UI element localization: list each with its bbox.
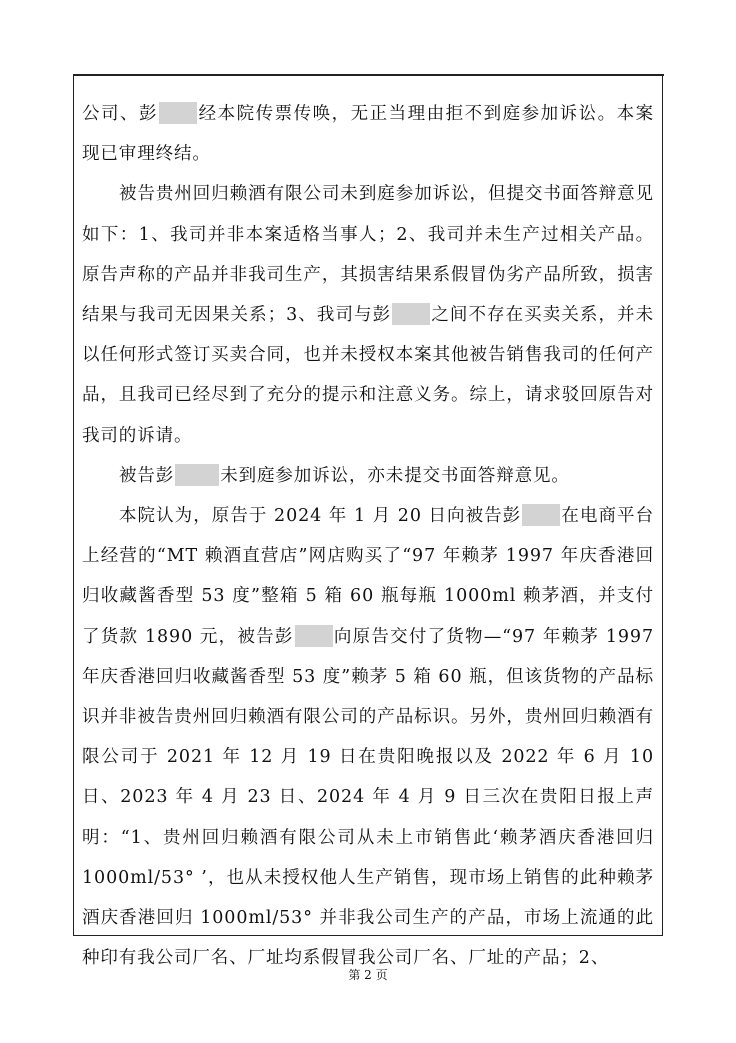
paragraph-3-text-a: 被告彭 bbox=[119, 465, 175, 486]
paragraph-1 bbox=[82, 94, 654, 174]
redaction-block bbox=[295, 625, 333, 647]
paragraph-2 bbox=[82, 174, 654, 455]
page-number: 第 2 页 bbox=[348, 968, 388, 982]
paragraph-4-text-a: 本院认为，原告于 2024 年 1 月 20 日向被告彭 bbox=[119, 506, 522, 527]
redaction-block bbox=[175, 464, 219, 486]
document-body bbox=[82, 94, 654, 978]
paragraph-3 bbox=[82, 456, 654, 496]
redaction-block bbox=[392, 303, 430, 325]
paragraph-3-text-b: 未到庭参加诉讼，亦未提交书面答辩意见。 bbox=[220, 465, 570, 486]
paragraph-4 bbox=[82, 496, 654, 978]
paragraph-2-text-a: 被告贵州回归赖酒有限公司未到庭参加诉讼，但提交书面答辩意见如下：1、我司并非本案适格当事人；2、我司并未生产过相关产品。原告声称的产品并非我司生产，其损害结果系假冒伪劣产品所致，损害结果与我司无因果关系；3、我司与彭 bbox=[82, 184, 654, 326]
paragraph-1-text-b: 经本院传票传唤，无正当理由拒不到庭参加诉讼。本案现已审理终结。 bbox=[82, 104, 654, 165]
document-frame bbox=[73, 74, 663, 969]
paragraph-4-text-b: 在电商平台上经营的“MT 赖酒直营店”网店购买了“97 年赖茅 1997 年庆香港回归收藏酱香型 53 度”整箱 5 箱 60 瓶每瓶 1000ml 赖茅酒，并支付了货款 1890 元，被告彭 bbox=[82, 506, 655, 647]
paragraph-4-text-c: 向原告交付了货物—“97 年赖茅 1997 年庆香港回归收藏酱香型 53 度”赖茅 5 箱 60 瓶，但该货物的产品标识并非被告贵州回归赖酒有限公司的产品标识。另外，贵州回归赖酒有限公司于 2021 年 12 月 19 日在贵阳晚报以及 2022 年 6 月 10 日、2023 年 4 月 23 日、2024 年 4 月 9 日三次在贵阳日报上声明：“1、贵州回归赖酒有限公司从未上市销售此‘赖茅酒庆香港回归 1000ml/53° ’，也从未授权他人生产销售，现市场上销售的此种赖茅酒庆香港回归 1000ml/53° 并非我公司生产的产品，市场上流通的此种印有我公司厂名、厂址均系假冒我公司厂名、厂址的产品；2、 bbox=[82, 626, 654, 969]
redaction-block bbox=[522, 504, 560, 526]
paragraph-2-text-b: 之间不存在买卖关系，并未以任何形式签订买卖合同，也并未授权本案其他被告销售我司的任何产品，且我司已经尽到了充分的提示和注意义务。综上，请求驳回原告对我司的诉请。 bbox=[82, 305, 654, 446]
redaction-block bbox=[159, 102, 197, 124]
paragraph-1-text-a: 公司、彭 bbox=[82, 104, 158, 124]
